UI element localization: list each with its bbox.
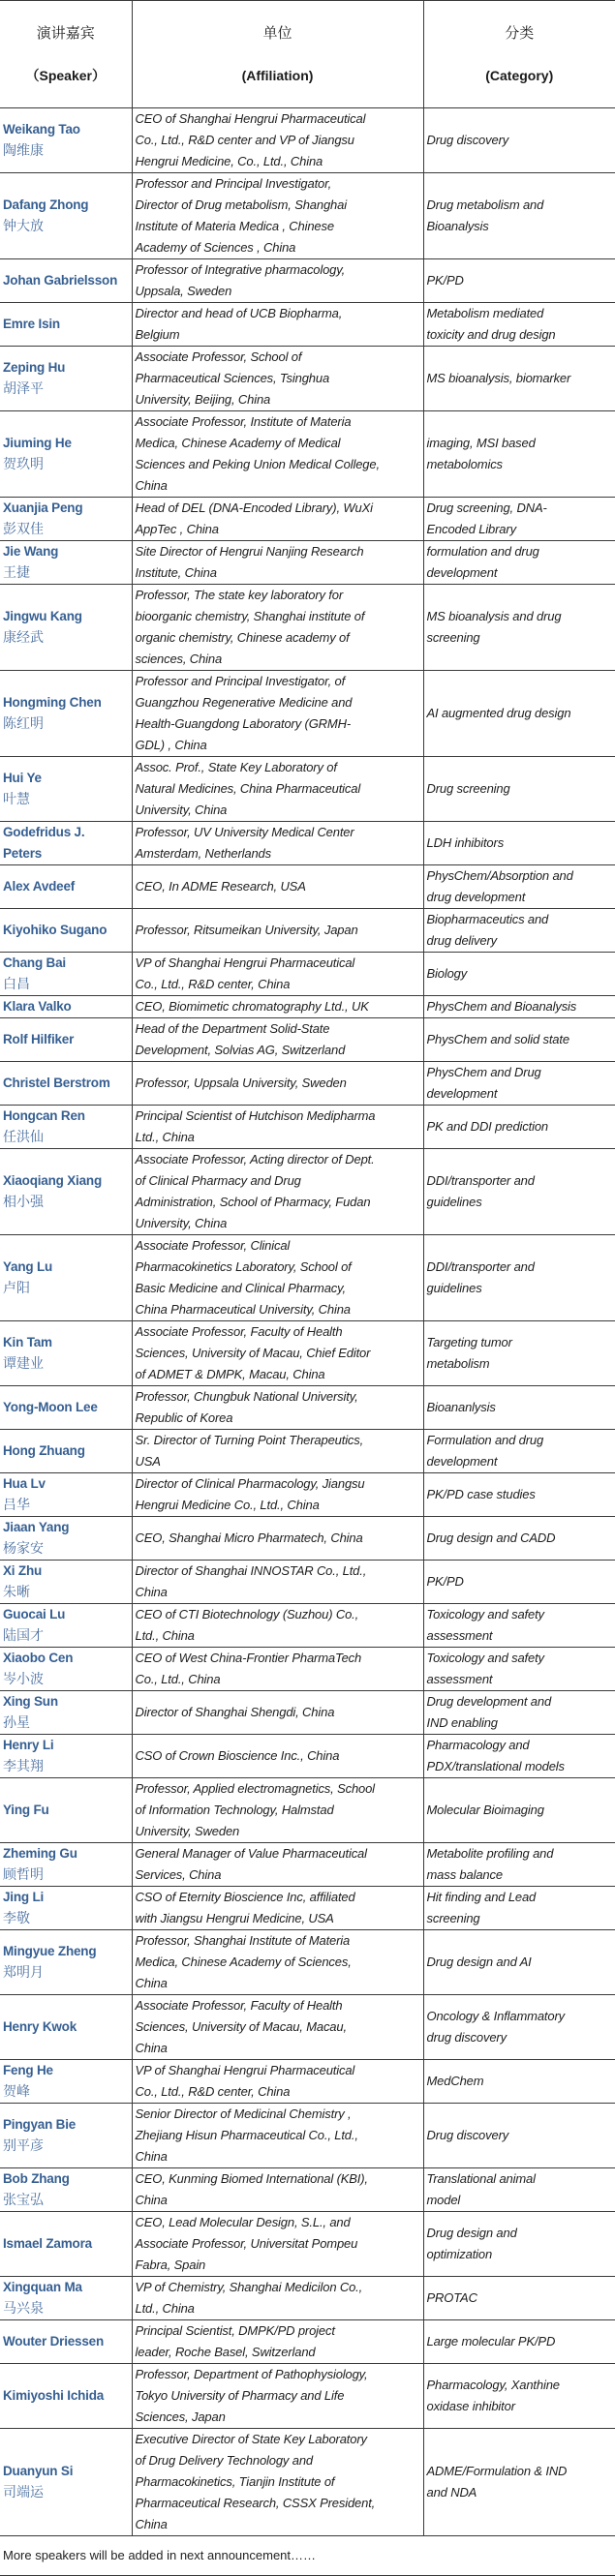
table-row: [0, 1843, 615, 1887]
speaker-category: Large molecular PK/PD: [423, 2320, 615, 2364]
footer-note: More speakers will be added in next announcement……: [0, 2536, 615, 2576]
speaker-name-cell: [0, 1430, 132, 1473]
speaker-affiliation: CSO of Eternity Bioscience Inc, affiliated with Jiangsu Hengrui Medicine, USA: [132, 1887, 423, 1930]
speaker-name-en: Mingyue Zheng: [3, 1944, 97, 1958]
speaker-affiliation: CEO, Biomimetic chromatography Ltd., UK: [132, 996, 423, 1018]
speaker-affiliation: CSO of Crown Bioscience Inc., China: [132, 1735, 423, 1778]
speaker-affiliation: Professor, Department of Pathophysiology, Tokyo University of Pharmacy and Life Sciences, Japan: [132, 2364, 423, 2429]
table-row: [0, 2364, 615, 2429]
table-row: [0, 1062, 615, 1106]
speaker-affiliation: Executive Director of State Key Laboratory of Drug Delivery Technology and Pharmacokinetics, Tianjin Institute of Pharmaceutical Research, CSSX President, China: [132, 2429, 423, 2536]
table-row: [0, 909, 615, 953]
speaker-category: Drug design and AI: [423, 1930, 615, 1995]
table-row: [0, 1930, 615, 1995]
speaker-category: PROTAC: [423, 2277, 615, 2320]
table-row: [0, 2320, 615, 2364]
speaker-name-en: Johan Gabrielsson: [3, 273, 118, 288]
speaker-affiliation: Professor, Chungbuk National University, Republic of Korea: [132, 1386, 423, 1430]
speaker-affiliation: Associate Professor, School of Pharmaceutical Sciences, Tsinghua University, Beijing, China: [132, 347, 423, 411]
speaker-name-cell: [0, 1735, 132, 1778]
speaker-name-cell: [0, 585, 132, 671]
speaker-category: PhysChem and Drug development: [423, 1062, 615, 1106]
speaker-category: Molecular Bioimaging: [423, 1778, 615, 1843]
speaker-category: Drug design and CADD: [423, 1517, 615, 1561]
speaker-name-zh: 白昌: [3, 977, 30, 992]
speaker-category: Drug development and IND enabling: [423, 1691, 615, 1735]
speaker-category: Hit finding and Lead screening: [423, 1887, 615, 1930]
speaker-affiliation: CEO, In ADME Research, USA: [132, 865, 423, 909]
speaker-name-zh: 彭双佳: [3, 522, 44, 537]
speaker-name-en: Feng He: [3, 2063, 53, 2077]
speaker-name-en: Chang Bai: [3, 955, 66, 970]
header-affiliation-zh: 单位: [262, 24, 292, 42]
speaker-name-en: Christel Berstrom: [3, 1076, 110, 1090]
table-body: [0, 108, 615, 2536]
speaker-name-cell: [0, 1386, 132, 1430]
speaker-name-en: Henry Li: [3, 1738, 54, 1752]
speaker-name-zh: 陶维康: [3, 143, 44, 159]
speaker-name-en: Yang Lu: [3, 1259, 53, 1274]
speaker-affiliation: Director of Shanghai Shengdi, China: [132, 1691, 423, 1735]
speaker-affiliation: VP of Chemistry, Shanghai Medicilon Co., Ltd., China: [132, 2277, 423, 2320]
table-row: [0, 2277, 615, 2320]
speaker-affiliation: Director and head of UCB Biopharma, Belgium: [132, 303, 423, 347]
speaker-name-zh: 叶慧: [3, 792, 30, 807]
speaker-affiliation: Professor, Ritsumeikan University, Japan: [132, 909, 423, 953]
speaker-name-zh: 相小强: [3, 1195, 44, 1210]
speaker-category: Translational animal model: [423, 2168, 615, 2212]
speaker-affiliation: Head of DEL (DNA-Encoded Library), WuXi AppTec , China: [132, 498, 423, 541]
speaker-category: Drug discovery: [423, 108, 615, 173]
speaker-category: LDH inhibitors: [423, 822, 615, 865]
speaker-name-zh: 郑明月: [3, 1965, 44, 1981]
table-header: [0, 1, 615, 108]
table-row: [0, 2060, 615, 2104]
speaker-name-cell: [0, 541, 132, 585]
speaker-affiliation: Associate Professor, Faculty of Health Sciences, University of Macau, Macau, China: [132, 1995, 423, 2060]
speaker-name-cell: [0, 1149, 132, 1235]
table-row: [0, 411, 615, 498]
speaker-category: ADME/Formulation & IND and NDA: [423, 2429, 615, 2536]
speaker-name-zh: 胡泽平: [3, 381, 44, 397]
table-row: [0, 1235, 615, 1321]
speaker-affiliation: Associate Professor, Institute of Materia Medica, Chinese Academy of Medical Sciences and Peking Union Medical College, China: [132, 411, 423, 498]
speaker-affiliation: Principal Scientist of Hutchison Medipharma Ltd., China: [132, 1106, 423, 1149]
speaker-category: PK/PD: [423, 259, 615, 303]
speaker-category: PhysChem and solid state: [423, 1018, 615, 1062]
speaker-category: AI augmented drug design: [423, 671, 615, 757]
speaker-name-en: Jie Wang: [3, 544, 59, 559]
speaker-name-zh: 杨家安: [3, 1541, 44, 1557]
speaker-name-en: Zheming Gu: [3, 1846, 77, 1861]
speaker-name-cell: [0, 953, 132, 996]
speaker-name-cell: [0, 1561, 132, 1604]
speaker-name-en: Xiaobo Cen: [3, 1651, 74, 1665]
speaker-name-cell: [0, 2060, 132, 2104]
speaker-category: PhysChem and Bioanalysis: [423, 996, 615, 1018]
table-row: [0, 1691, 615, 1735]
speaker-name-cell: [0, 2429, 132, 2536]
speaker-name-en: Hongming Chen: [3, 695, 102, 710]
speaker-name-cell: [0, 671, 132, 757]
speaker-name-zh: 张宝弘: [3, 2193, 44, 2208]
table-row: [0, 1473, 615, 1517]
speaker-name-en: Xingquan Ma: [3, 2280, 82, 2294]
speaker-category: Oncology & Inflammatory drug discovery: [423, 1995, 615, 2060]
speaker-name-zh: 吕华: [3, 1498, 30, 1513]
speaker-category: Biology: [423, 953, 615, 996]
header-speaker-zh: 演讲嘉宾: [36, 24, 95, 42]
speaker-name-zh: 贺玖明: [3, 457, 44, 472]
speaker-affiliation: CEO of CTI Biotechnology (Suzhou) Co., Ltd., China: [132, 1604, 423, 1648]
speaker-category: Formulation and drug development: [423, 1430, 615, 1473]
table-row: [0, 1887, 615, 1930]
table-row: [0, 757, 615, 822]
speaker-name-cell: [0, 347, 132, 411]
speaker-name-cell: [0, 1887, 132, 1930]
table-row: [0, 1106, 615, 1149]
speaker-name-en: Hongcan Ren: [3, 1108, 85, 1123]
speaker-name-zh: 李敬: [3, 1911, 30, 1926]
table-row: [0, 1778, 615, 1843]
speaker-name-en: Wouter Driessen: [3, 2334, 105, 2349]
table-row: [0, 1604, 615, 1648]
speaker-name-cell: [0, 173, 132, 259]
speaker-name-cell: [0, 865, 132, 909]
speaker-affiliation: Professor and Principal Investigator, Director of Drug metabolism, Shanghai Institute of Materia Medica , Chinese Academy of Sciences , China: [132, 173, 423, 259]
speaker-name-cell: [0, 498, 132, 541]
speaker-category: Metabolism mediated toxicity and drug design: [423, 303, 615, 347]
speaker-name-en: Xiaoqiang Xiang: [3, 1173, 103, 1188]
speaker-name-en: Godefridus J. Peters: [3, 825, 85, 861]
speaker-category: Metabolite profiling and mass balance: [423, 1843, 615, 1887]
speaker-category: MedChem: [423, 2060, 615, 2104]
speaker-name-cell: [0, 1062, 132, 1106]
speaker-affiliation: Senior Director of Medicinal Chemistry , Zhejiang Hisun Pharmaceutical Co., Ltd., China: [132, 2104, 423, 2168]
speaker-name-cell: [0, 1235, 132, 1321]
speaker-name-cell: [0, 2212, 132, 2277]
speaker-name-cell: [0, 1691, 132, 1735]
speaker-affiliation: VP of Shanghai Hengrui Pharmaceutical Co., Ltd., R&D center, China: [132, 2060, 423, 2104]
header-category-zh: 分类: [505, 24, 535, 42]
header-category-en: (Category): [485, 68, 554, 83]
speaker-name-zh: 钟大放: [3, 219, 44, 234]
header-affiliation: [132, 1, 423, 108]
speaker-category: Drug metabolism and Bioanalysis: [423, 173, 615, 259]
speaker-name-en: Xing Sun: [3, 1694, 58, 1709]
speaker-name-en: Jingwu Kang: [3, 609, 82, 623]
speaker-name-cell: [0, 1018, 132, 1062]
speaker-name-zh: 岑小波: [3, 1672, 44, 1687]
speaker-affiliation: Director of Shanghai INNOSTAR Co., Ltd., China: [132, 1561, 423, 1604]
header-speaker: [0, 1, 132, 108]
speaker-category: Drug screening: [423, 757, 615, 822]
table-row: [0, 996, 615, 1018]
speaker-name-cell: [0, 303, 132, 347]
speaker-name-en: Kimiyoshi Ichida: [3, 2388, 105, 2403]
speaker-affiliation: Professor of Integrative pharmacology, Uppsala, Sweden: [132, 259, 423, 303]
table-row: [0, 865, 615, 909]
table-row: [0, 541, 615, 585]
speaker-category: Pharmacology, Xanthine oxidase inhibitor: [423, 2364, 615, 2429]
speaker-name-en: Henry Kwok: [3, 2019, 77, 2034]
speaker-name-en: Guocai Lu: [3, 1607, 66, 1621]
speaker-name-en: Rolf Hilfiker: [3, 1032, 75, 1046]
speaker-name-zh: 顾哲明: [3, 1867, 44, 1883]
speaker-name-en: Ismael Zamora: [3, 2236, 92, 2251]
table-row: [0, 1386, 615, 1430]
speaker-name-cell: [0, 1106, 132, 1149]
speaker-category: Pharmacology and PDX/translational models: [423, 1735, 615, 1778]
speaker-name-cell: [0, 2168, 132, 2212]
table-footer: [0, 2536, 615, 2576]
table-row: [0, 1018, 615, 1062]
speaker-category: Bioananlysis: [423, 1386, 615, 1430]
speaker-name-zh: 谭建业: [3, 1356, 44, 1372]
speaker-category: formulation and drug development: [423, 541, 615, 585]
speaker-name-en: Dafang Zhong: [3, 197, 89, 212]
speaker-affiliation: Associate Professor, Acting director of Dept. of Clinical Pharmacy and Drug Administration, School of Pharmacy, Fudan University, China: [132, 1149, 423, 1235]
speaker-name-en: Bob Zhang: [3, 2171, 70, 2186]
speaker-affiliation: CEO of West China-Frontier PharmaTech Co., Ltd., China: [132, 1648, 423, 1691]
speaker-affiliation: Professor, Uppsala University, Sweden: [132, 1062, 423, 1106]
speaker-category: PK/PD case studies: [423, 1473, 615, 1517]
speaker-name-cell: [0, 757, 132, 822]
speaker-name-cell: [0, 1930, 132, 1995]
speaker-category: PK/PD: [423, 1561, 615, 1604]
speaker-affiliation: Director of Clinical Pharmacology, Jiangsu Hengrui Medicine Co., Ltd., China: [132, 1473, 423, 1517]
speaker-name-en: Xuanjia Peng: [3, 500, 83, 515]
speaker-affiliation: General Manager of Value Pharmaceutical Services, China: [132, 1843, 423, 1887]
table-row: [0, 2429, 615, 2536]
speaker-name-zh: 贺峰: [3, 2084, 30, 2100]
speaker-name-en: Hong Zhuang: [3, 1443, 85, 1458]
table-row: [0, 1995, 615, 2060]
speaker-name-en: Pingyan Bie: [3, 2117, 77, 2132]
speaker-affiliation: Head of the Department Solid-State Development, Solvias AG, Switzerland: [132, 1018, 423, 1062]
speaker-name-cell: [0, 411, 132, 498]
header-speaker-en: （Speaker）: [25, 68, 106, 83]
table-row: [0, 1561, 615, 1604]
speaker-name-en: Alex Avdeef: [3, 879, 76, 894]
speaker-category: Biopharmaceutics and drug delivery: [423, 909, 615, 953]
speaker-name-en: Kiyohiko Sugano: [3, 923, 108, 937]
speaker-category: MS bioanalysis, biomarker: [423, 347, 615, 411]
table-row: [0, 347, 615, 411]
speaker-name-en: Jing Li: [3, 1890, 45, 1904]
table-row: [0, 953, 615, 996]
speaker-name-zh: 王捷: [3, 565, 30, 581]
speaker-name-cell: [0, 2364, 132, 2429]
table-row: [0, 259, 615, 303]
table-row: [0, 1517, 615, 1561]
speaker-category: Drug discovery: [423, 2104, 615, 2168]
speaker-name-cell: [0, 909, 132, 953]
speaker-category: DDI/transporter and guidelines: [423, 1235, 615, 1321]
speaker-name-cell: [0, 1843, 132, 1887]
speaker-category: Toxicology and safety assessment: [423, 1604, 615, 1648]
speaker-name-zh: 卢阳: [3, 1281, 30, 1296]
table-row: [0, 2212, 615, 2277]
speaker-name-cell: [0, 2320, 132, 2364]
speaker-name-cell: [0, 996, 132, 1018]
speaker-affiliation: CEO of Shanghai Hengrui Pharmaceutical Co., Ltd., R&D center and VP of Jiangsu Hengrui Medicine, Co., Ltd., China: [132, 108, 423, 173]
table-row: [0, 822, 615, 865]
table-row: [0, 585, 615, 671]
speaker-name-en: Weikang Tao: [3, 122, 80, 136]
speaker-name-en: Yong-Moon Lee: [3, 1400, 98, 1414]
speaker-name-en: Emre Isin: [3, 317, 60, 331]
speaker-name-en: Kin Tam: [3, 1335, 52, 1349]
speaker-name-zh: 朱晰: [3, 1585, 30, 1600]
table-row: [0, 671, 615, 757]
speaker-category: MS bioanalysis and drug screening: [423, 585, 615, 671]
footer-row: [0, 2536, 615, 2576]
speaker-name-zh: 司端运: [3, 2485, 44, 2500]
speaker-name-cell: [0, 259, 132, 303]
speaker-affiliation: Principal Scientist, DMPK/PD project leader, Roche Basel, Switzerland: [132, 2320, 423, 2364]
speaker-name-en: Ying Fu: [3, 1803, 49, 1817]
speaker-affiliation: VP of Shanghai Hengrui Pharmaceutical Co., Ltd., R&D center, China: [132, 953, 423, 996]
speaker-category: DDI/transporter and guidelines: [423, 1149, 615, 1235]
speaker-affiliation: Professor, Applied electromagnetics, School of Information Technology, Halmstad University, Sweden: [132, 1778, 423, 1843]
header-row: [0, 1, 615, 108]
table-row: [0, 1648, 615, 1691]
table-row: [0, 303, 615, 347]
speaker-name-zh: 陈红明: [3, 716, 44, 732]
speaker-name-cell: [0, 1321, 132, 1386]
speaker-name-en: Klara Valko: [3, 999, 72, 1014]
speaker-affiliation: CEO, Shanghai Micro Pharmatech, China: [132, 1517, 423, 1561]
speaker-name-cell: [0, 1517, 132, 1561]
speaker-affiliation: Associate Professor, Faculty of Health Sciences, University of Macau, Chief Editor of ADMET & DMPK, Macau, China: [132, 1321, 423, 1386]
speaker-name-en: Xi Zhu: [3, 1563, 43, 1578]
speaker-name-cell: [0, 2104, 132, 2168]
speaker-name-en: Jiuming He: [3, 436, 72, 450]
table-row: [0, 2168, 615, 2212]
speaker-name-zh: 康经武: [3, 630, 44, 646]
speaker-affiliation: Professor, Shanghai Institute of Materia Medica, Chinese Academy of Sciences, China: [132, 1930, 423, 1995]
table-row: [0, 1149, 615, 1235]
speaker-name-zh: 李其翔: [3, 1759, 44, 1774]
speaker-name-cell: [0, 1778, 132, 1843]
speaker-category: Toxicology and safety assessment: [423, 1648, 615, 1691]
speaker-name-zh: 别平彦: [3, 2138, 44, 2154]
speaker-name-cell: [0, 2277, 132, 2320]
speaker-category: PhysChem/Absorption and drug development: [423, 865, 615, 909]
speaker-affiliation: CEO, Kunming Biomed International (KBI), China: [132, 2168, 423, 2212]
speaker-affiliation: Sr. Director of Turning Point Therapeutics, USA: [132, 1430, 423, 1473]
table-row: [0, 1735, 615, 1778]
speaker-affiliation: Assoc. Prof., State Key Laboratory of Natural Medicines, China Pharmaceutical University, China: [132, 757, 423, 822]
table-row: [0, 173, 615, 259]
speaker-name-en: Hua Lv: [3, 1476, 46, 1491]
header-affiliation-en: (Affiliation): [241, 68, 314, 83]
table-row: [0, 2104, 615, 2168]
speaker-name-cell: [0, 1995, 132, 2060]
speaker-category: PK and DDI prediction: [423, 1106, 615, 1149]
speaker-affiliation: Professor, The state key laboratory for bioorganic chemistry, Shanghai institute of organic chemistry, Chinese academy of sciences, China: [132, 585, 423, 671]
speaker-name-en: Hui Ye: [3, 771, 42, 785]
speaker-name-cell: [0, 108, 132, 173]
speaker-name-en: Duanyun Si: [3, 2464, 74, 2478]
table-row: [0, 498, 615, 541]
speaker-name-cell: [0, 1473, 132, 1517]
speaker-name-cell: [0, 822, 132, 865]
speaker-name-zh: 陆国才: [3, 1628, 44, 1644]
speaker-affiliation: Associate Professor, Clinical Pharmacokinetics Laboratory, School of Basic Medicine and Clinical Pharmacy, China Pharmaceutical University, China: [132, 1235, 423, 1321]
speaker-name-zh: 马兴泉: [3, 2301, 44, 2317]
speaker-name-en: Zeping Hu: [3, 360, 66, 375]
speaker-affiliation: CEO, Lead Molecular Design, S.L., and Associate Professor, Universitat Pompeu Fabra, Spain: [132, 2212, 423, 2277]
speaker-affiliation: Site Director of Hengrui Nanjing Research Institute, China: [132, 541, 423, 585]
table-row: [0, 1321, 615, 1386]
speaker-category: Targeting tumor metabolism: [423, 1321, 615, 1386]
table-row: [0, 1430, 615, 1473]
header-category: [423, 1, 615, 108]
speaker-name-zh: 孙星: [3, 1715, 30, 1731]
speaker-name-en: Jiaan Yang: [3, 1520, 70, 1534]
speaker-name-cell: [0, 1604, 132, 1648]
speaker-name-cell: [0, 1648, 132, 1691]
speaker-affiliation: Professor, UV University Medical Center Amsterdam, Netherlands: [132, 822, 423, 865]
speaker-name-zh: 任洪仙: [3, 1130, 44, 1145]
speaker-category: Drug design and optimization: [423, 2212, 615, 2277]
speaker-category: Drug screening, DNA- Encoded Library: [423, 498, 615, 541]
table-row: [0, 108, 615, 173]
speaker-category: imaging, MSI based metabolomics: [423, 411, 615, 498]
speaker-affiliation: Professor and Principal Investigator, of Guangzhou Regenerative Medicine and Health-Guangdong Laboratory (GRMH- GDL) , China: [132, 671, 423, 757]
